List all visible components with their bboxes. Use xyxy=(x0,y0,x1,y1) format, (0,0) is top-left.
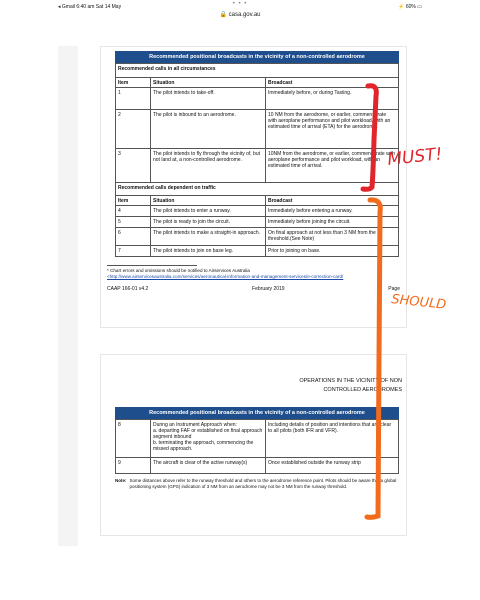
situation-cell: The aircraft is clear of the active runway(s) xyxy=(151,458,266,474)
table-title: Recommended positional broadcasts in the vicinity of a non-controlled aerodrome xyxy=(115,407,399,419)
broadcast-cell: 10NM from the aerodrome, or earlier, commensurate with aeroplane performance and pilot workload, with an estimated time of arrival. xyxy=(266,149,399,183)
situation-cell: The pilot intends to make a straight-in approach. xyxy=(151,228,266,246)
broadcast-cell: 10 NM from the aerodrome, or earlier, commensurate with aeroplane performance and pilot workload, with an estimated time of arrival (ETA) for the aerodrome. xyxy=(266,110,399,149)
item-cell: 6 xyxy=(116,228,151,246)
url-text: casa.gov.au xyxy=(228,12,261,18)
footnote-text: * Chart errors and omissions should be notified to Airservices Australia xyxy=(107,268,250,273)
footer-page: Page xyxy=(388,286,400,292)
item-cell: 8 xyxy=(116,420,151,458)
footer-doc-id: CAAP 166-01 v4.2 xyxy=(107,286,149,292)
section-heading: Recommended calls in all circumstances xyxy=(116,64,399,78)
broadcast-cell: Immediately before entering a runway. xyxy=(266,206,399,217)
broadcast-cell: Once established outside the runway strip xyxy=(266,458,399,474)
item-cell: 7 xyxy=(116,246,151,257)
column-header: Broadcast xyxy=(266,78,399,88)
red-bracket xyxy=(363,86,376,190)
column-header: Item xyxy=(116,196,151,206)
must-annotation: MUST! xyxy=(386,144,444,170)
should-annotation: SHOULD xyxy=(390,292,447,313)
broadcast-cell: Immediately before, or during Taxiing. xyxy=(266,88,399,110)
status-right: ⚡ 60% ▭ xyxy=(398,4,422,10)
item-cell: 3 xyxy=(116,149,151,183)
status-left: ◂ Gmail 6:40 am Sat 14 May xyxy=(58,4,122,10)
situation-cell: The pilot intends to fly through the vicinity of, but not land at, a non-controlled aerodrome. xyxy=(151,149,266,183)
heading-line-2: CONTROLLED AERODROMES xyxy=(323,387,402,393)
table-title: Recommended positional broadcasts in the vicinity of a non-controlled aerodrome xyxy=(115,51,399,63)
orange-bracket xyxy=(367,200,380,517)
item-cell: 2 xyxy=(116,110,151,149)
item-cell: 9 xyxy=(116,458,151,474)
situation-cell: The pilot is inbound to an aerodrome. xyxy=(151,110,266,149)
broadcast-cell: Prior to joining on base. xyxy=(266,246,399,257)
broadcast-cell: Immediately before joining the circuit. xyxy=(266,217,399,228)
lock-icon: 🔒 xyxy=(219,12,227,18)
column-header: Broadcast xyxy=(266,196,399,206)
item-cell: 1 xyxy=(116,88,151,110)
situation-cell: The pilot is ready to join the circuit. xyxy=(151,217,266,228)
status-center-dots: • • • xyxy=(232,1,248,7)
broadcast-cell: Including details of position and intentions that are clear to all pilots (both IFR and VFR). xyxy=(266,420,399,458)
column-header: Situation xyxy=(151,196,266,206)
item-cell: 5 xyxy=(116,217,151,228)
situation-cell: The pilot intends to join on base leg. xyxy=(151,246,266,257)
footer-date: February 2019 xyxy=(252,286,285,292)
column-header: Item xyxy=(116,78,151,88)
note-label: Note: xyxy=(115,478,127,483)
broadcast-cell: On final approach at not less than 3 NM from the threshold.(See Note) xyxy=(266,228,399,246)
section-heading: Recommended calls dependent on traffic xyxy=(116,183,399,196)
heading-line-1: OPERATIONS IN THE VICINITY OF NON xyxy=(299,378,402,384)
column-header: Situation xyxy=(151,78,266,88)
footnote-link[interactable]: <http://www.airservicesaustralia.com/services/aeronautical-information-and-management-services/e-correction-card/ xyxy=(107,274,344,279)
situation-cell: The pilot intends to take-off. xyxy=(151,88,266,110)
item-cell: 4 xyxy=(116,206,151,217)
note-text: Some distances above refer to the runway threshold and others to the aerodrome reference point. Pilots should be aware that a global positioning system (GPS) indication of 3 NM from an aerodrome may not be 3 NM from the runway threshold. xyxy=(129,478,397,489)
situation-cell: During an Instrument Approach when: a. departing FAF or established on final approach segment inbound b. terminating the approach, commencing the missed approach. xyxy=(151,420,266,458)
situation-cell: The pilot intends to enter a runway. xyxy=(151,206,266,217)
